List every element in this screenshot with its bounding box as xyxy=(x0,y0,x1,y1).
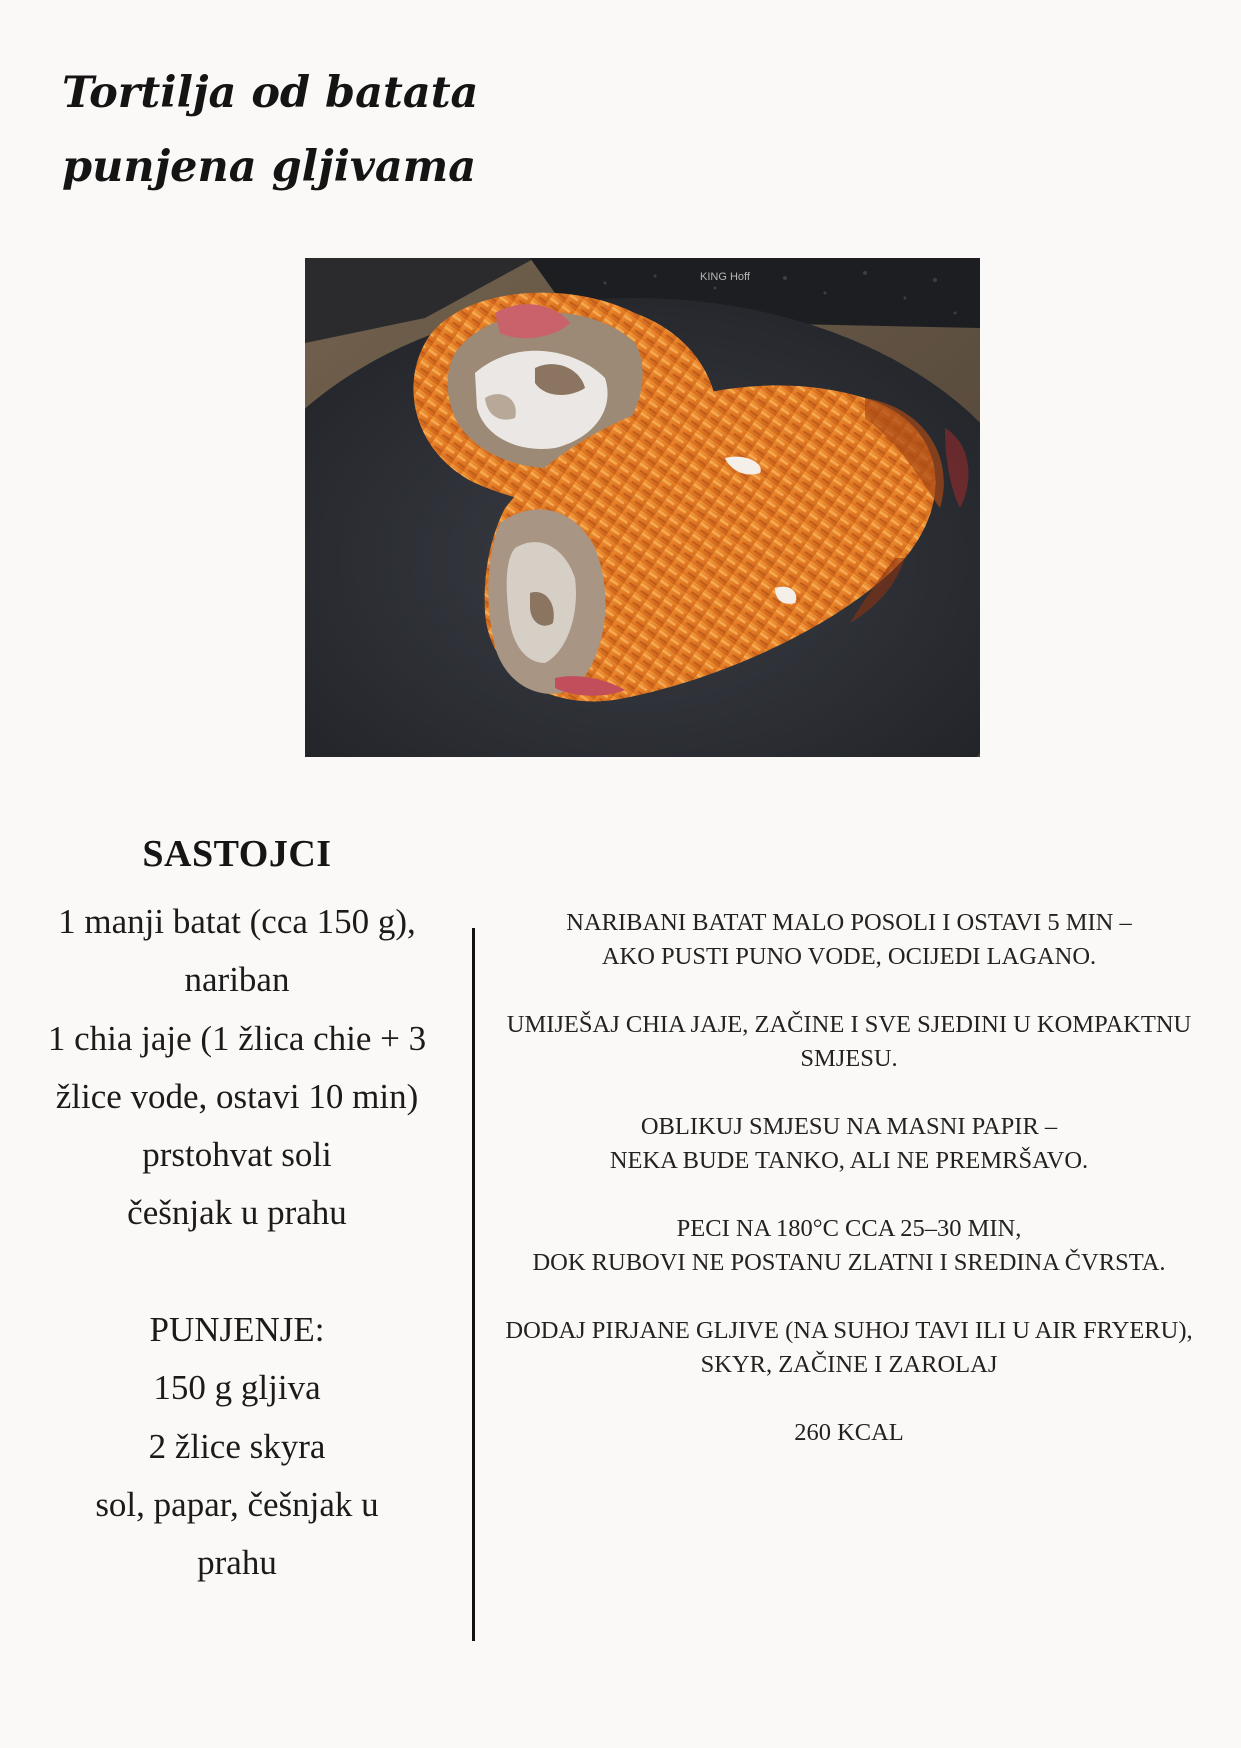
preparation-steps xyxy=(490,906,1208,1450)
ingredient-line: prahu xyxy=(197,1543,277,1583)
step-line: NEKA BUDE TANKO, ALI NE PREMRŠAVO. xyxy=(609,1147,1089,1174)
step-spacer xyxy=(490,1382,1208,1416)
ingredient-line: 1 chia jaje (1 žlica chie + 3 xyxy=(47,1018,427,1058)
step-spacer xyxy=(490,974,1208,1008)
step-spacer xyxy=(490,1076,1208,1110)
ingredient-line: 2 žlice skyra xyxy=(148,1426,326,1466)
ingredient-line: 1 manji batat (cca 150 g), xyxy=(58,902,416,941)
ingredient-line: prstohvat soli xyxy=(142,1135,332,1175)
step-line: NARIBANI BATAT MALO POSOLI I OSTAVI 5 MIN – xyxy=(566,909,1132,936)
recipe-title-line-2: punjena gljivama xyxy=(62,142,477,192)
recipe-photo xyxy=(305,258,980,757)
calories-label: 260 KCAL xyxy=(794,1419,904,1446)
photo-watermark: KING Hoff xyxy=(700,271,750,283)
step-line: SKYR, ZAČINE I ZAROLAJ xyxy=(700,1351,998,1378)
ingredient-line: češnjak u prahu xyxy=(127,1193,347,1233)
step-line: SMJESU. xyxy=(800,1045,898,1072)
ingredient-line: nariban xyxy=(184,960,290,1000)
step-line: AKO PUSTI PUNO VODE, OCIJEDI LAGANO. xyxy=(601,943,1097,970)
step-line: OBLIKUJ SMJESU NA MASNI PAPIR – xyxy=(640,1113,1058,1140)
ingredient-line: žlice vode, ostavi 10 min) xyxy=(55,1076,419,1116)
ingredient-spacer xyxy=(30,1243,444,1301)
step-line: DODAJ PIRJANE GLJIVE (NA SUHOJ TAVI ILI U AIR FRYERU), xyxy=(505,1317,1193,1344)
ingredient-line: 150 g gljiva xyxy=(153,1368,321,1408)
ingredients-heading: SASTOJCI xyxy=(142,833,332,875)
step-spacer xyxy=(490,1178,1208,1212)
step-line: DOK RUBOVI NE POSTANU ZLATNI I SREDINA ČVRSTA. xyxy=(532,1249,1166,1276)
step-spacer xyxy=(490,1280,1208,1314)
filling-heading: PUNJENJE: xyxy=(149,1310,325,1350)
recipe-title-line-1: Tortilja od batata xyxy=(62,68,479,118)
step-line: PECI NA 180°C CCA 25–30 MIN, xyxy=(676,1215,1022,1242)
ingredients-list xyxy=(30,893,444,1593)
recipe-title xyxy=(62,56,522,204)
column-divider xyxy=(472,928,475,1641)
step-line: UMIJEŠAJ CHIA JAJE, ZAČINE I SVE SJEDINI U KOMPAKTNU xyxy=(506,1011,1192,1038)
ingredient-line: sol, papar, češnjak u xyxy=(95,1484,379,1524)
